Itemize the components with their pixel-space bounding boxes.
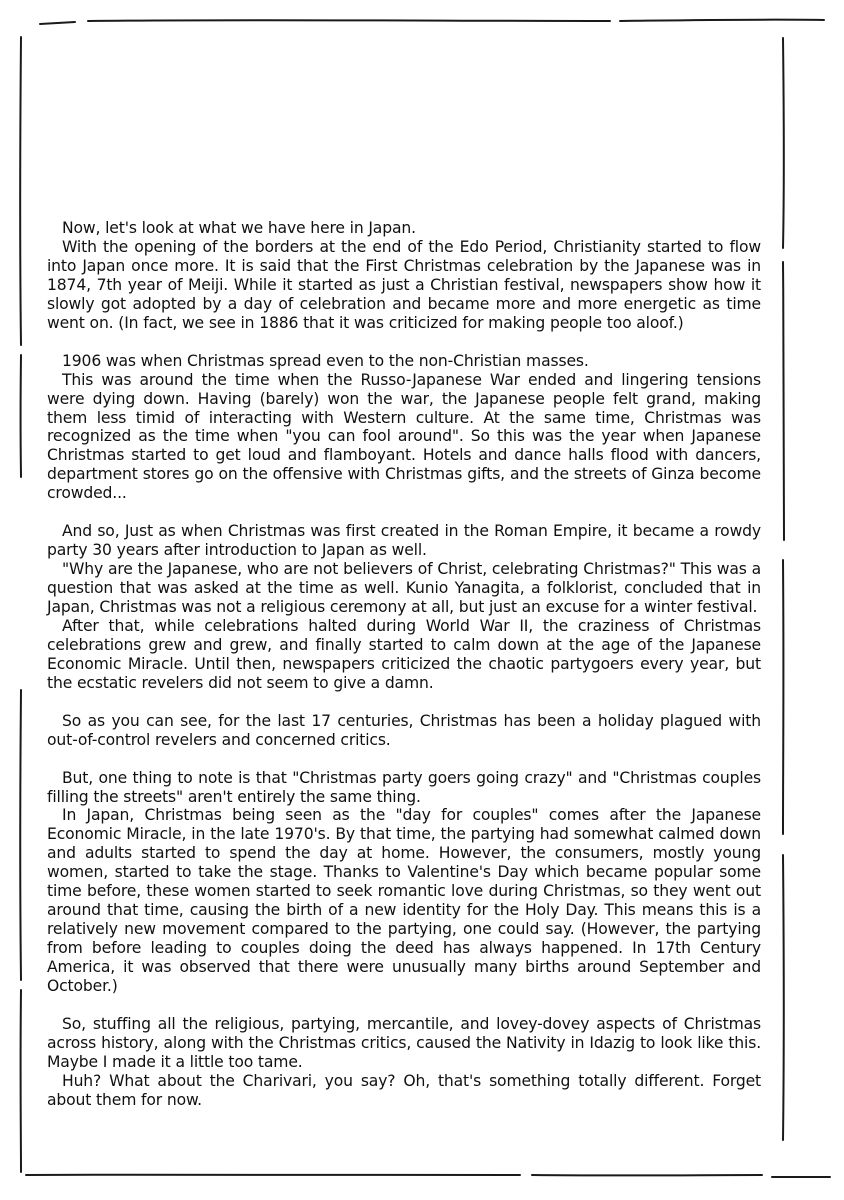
paragraph: 1906 was when Christmas spread even to the non-Christian masses. — [62, 351, 589, 370]
paragraph: This was around the time when the Russo-Japanese War ended and lingering tensions were dying down. Having (barely) won the war, the Japanese people felt grand, making them less timid of interacting with Western culture. At the same time, Christmas was recognized as the time when "you can fool around". So this was the year when Japanese Christmas started to get loud and flamboyant. Hotels and dance halls flood with dancers, department stores go on the offensive with Christmas gifts, and the streets of Ginza become crowded... — [47, 370, 761, 503]
paragraph: After that, while celebrations halted during World War II, the craziness of Christmas celebrations grew and grew, and finally started to calm down at the age of the Japanese Economic Miracle. Until then, newspapers criticized the chaotic partygoers every year, but the ecstatic revelers did not seem to give a damn. — [47, 616, 761, 692]
paragraph: Now, let's look at what we have here in Japan. — [62, 219, 416, 237]
paragraph: So, stuffing all the religious, partying, mercantile, and lovey-dovey aspects of Christmas across history, along with the Christmas critics, caused the Nativity in Idazig to look like this. Maybe I made it a little too tame. — [47, 1014, 761, 1071]
paragraph: "Why are the Japanese, who are not believers of Christ, celebrating Christmas?" This was a question that was asked at the time as well. Kunio Yanagita, a folklorist, concluded that in Japan, Christmas was not a religious ceremony at all, but just an excuse for a winter festival. — [47, 560, 761, 617]
paragraph: So as you can see, for the last 17 centuries, Christmas has been a holiday plagued with out-of-control revelers and concerned critics. — [47, 711, 761, 749]
paragraph: Huh? What about the Charivari, you say? Oh, that's something totally different. Forget about them for now. — [47, 1071, 761, 1109]
paragraph: With the opening of the borders at the end of the Edo Period, Christianity started to flow into Japan once more. It is said that the First Christmas celebration by the Japanese was in 1874, 7th year of Meiji. While it started as just a Christian festival, newspapers show how it slowly got adopted by a day of celebration and became more and more energetic as time went on. (In fact, we see in 1886 that it was criticized for making people too aloof.) — [47, 237, 761, 332]
paragraph: But, one thing to note is that "Christmas party goers going crazy" and "Christmas couples filling the streets" aren't entirely the same thing. — [47, 768, 761, 806]
paragraph: In Japan, Christmas being seen as the "day for couples" comes after the Japanese Economic Miracle, in the late 1970's. By that time, the partying had somewhat calmed down and adults started to spend the day at home. However, the consumers, mostly young women, started to take the stage. Thanks to Valentine's Day which became popular some time before, these women started to seek romantic love during Christmas, so they went out around that time, causing the birth of a new identity for the Holy Day. This means this is a relatively new movement compared to the partying, one could say. (However, the partying from before leading to couples doing the deed has always happened. In 17th Century America, it was observed that there were unusually many births around September and October.) — [47, 806, 761, 996]
article-text — [47, 219, 761, 1110]
paragraph: And so, Just as when Christmas was first created in the Roman Empire, it became a rowdy party 30 years after introduction to Japan as well. — [47, 522, 761, 560]
